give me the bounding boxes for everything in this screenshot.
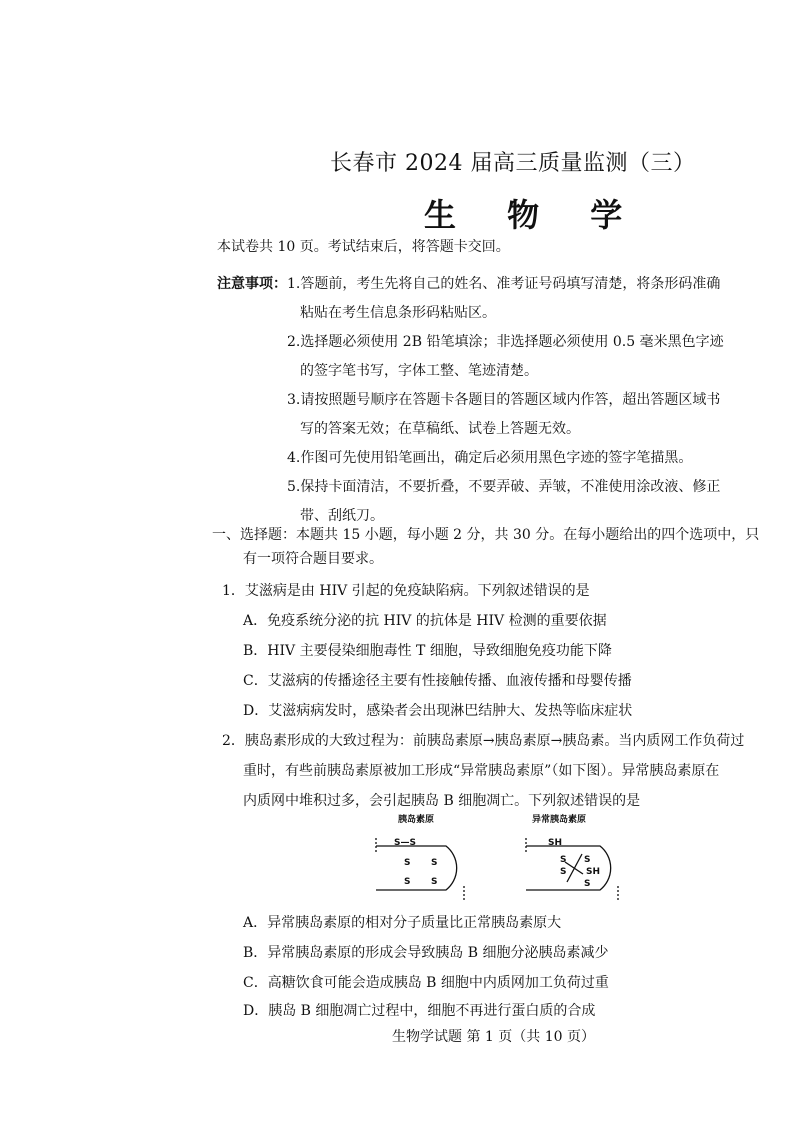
sulfur-label: S <box>560 867 567 877</box>
q2-option-c: C．高糖饮食可能会造成胰岛 B 细胞中内质网加工负荷过重 <box>243 975 609 991</box>
exam-intro: 本试卷共 10 页。考试结束后，将答题卡交回。 <box>217 239 510 255</box>
notice-line: 4.作图可先使用铅笔画出，确定后必须用黑色字迹的签字笔描黑。 <box>287 450 693 466</box>
q1-option-d: D．艾滋病病发时，感染者会出现淋巴结肿大、发热等临床症状 <box>243 703 633 719</box>
question-2-stem: 内质网中堆积过多，会引起胰岛 B 细胞凋亡。下列叙述错误的是 <box>243 793 641 809</box>
sulfur-label: S <box>584 879 591 889</box>
disulfide-bond-label: S—S <box>394 838 416 848</box>
notice-line: 2.选择题必须使用 2B 铅笔填涂；非选择题必须使用 0.5 毫米黑色字迹 <box>287 334 724 350</box>
question-1-stem: 1．艾滋病是由 HIV 引起的免疫缺陷病。下列叙述错误的是 <box>222 583 590 599</box>
diagram-label-abnormal: 异常胰岛素原 <box>532 815 587 825</box>
q1-option-a: A．免疫系统分泌的抗 HIV 的抗体是 HIV 检测的重要依据 <box>243 613 607 629</box>
notice-line: 3.请按照题号顺序在答题卡各题目的答题区域内作答，超出答题区域书 <box>287 392 721 408</box>
page-footer: 生物学试题 第 1 页（共 10 页） <box>392 1029 595 1045</box>
q1-option-c: C．艾滋病的传播途径主要有性接触传播、血液传播和母婴传播 <box>243 673 632 689</box>
diagram-label-normal: 胰岛素原 <box>398 815 435 825</box>
notice-label: 注意事项： <box>217 276 287 292</box>
q2-option-b: B．异常胰岛素原的形成会导致胰岛 B 细胞分泌胰岛素减少 <box>243 945 609 961</box>
notice-line: 粘贴在考生信息条形码粘贴区。 <box>300 305 496 321</box>
section-heading-cont: 有一项符合题目要求。 <box>243 551 383 567</box>
thiol-label: SH <box>548 838 563 848</box>
question-2-stem: 重时，有些前胰岛素原被加工形成“异常胰岛素原”（如下图）。异常胰岛素原在 <box>243 763 720 779</box>
q2-option-a: A．异常胰岛素原的相对分子质量比正常胰岛素原大 <box>243 915 562 931</box>
subject-title: 生 物 学 <box>424 196 643 234</box>
q1-option-b: B．HIV 主要侵染细胞毒性 T 细胞，导致细胞免疫功能下降 <box>243 643 612 659</box>
notice-line: 5.保持卡面清洁，不要折叠，不要弄破、弄皱，不准使用涂改液、修正 <box>287 479 721 495</box>
section-heading: 一、选择题：本题共 15 小题，每小题 2 分，共 30 分。在每小题给出的四个选项中，只 <box>212 527 760 543</box>
question-2-stem: 2．胰岛素形成的大致过程为：前胰岛素原→胰岛素原→胰岛素。当内质网工作负荷过 <box>222 733 745 749</box>
q2-option-d: D．胰岛 B 细胞凋亡过程中，细胞不再进行蛋白质的合成 <box>243 1003 596 1019</box>
sulfur-label: S <box>431 858 438 868</box>
notice-line: 写的答案无效；在草稿纸、试卷上答题无效。 <box>300 421 580 437</box>
sulfur-label: S <box>404 858 411 868</box>
proinsulin-diagram <box>360 812 650 904</box>
notice-line: 1.答题前，考生先将自己的姓名、准考证号码填写清楚，将条形码准确 <box>287 276 721 292</box>
notice-line: 的签字笔书写，字体工整、笔迹清楚。 <box>300 363 538 379</box>
sulfur-label: S <box>560 855 567 865</box>
sulfur-label: S <box>431 877 438 887</box>
thiol-label: SH <box>586 867 601 877</box>
sulfur-label: S <box>584 855 591 865</box>
notice-line: 带、刮纸刀。 <box>300 508 384 524</box>
exam-title: 长春市 2024 届高三质量监测（三） <box>330 151 696 176</box>
sulfur-label: S <box>404 877 411 887</box>
